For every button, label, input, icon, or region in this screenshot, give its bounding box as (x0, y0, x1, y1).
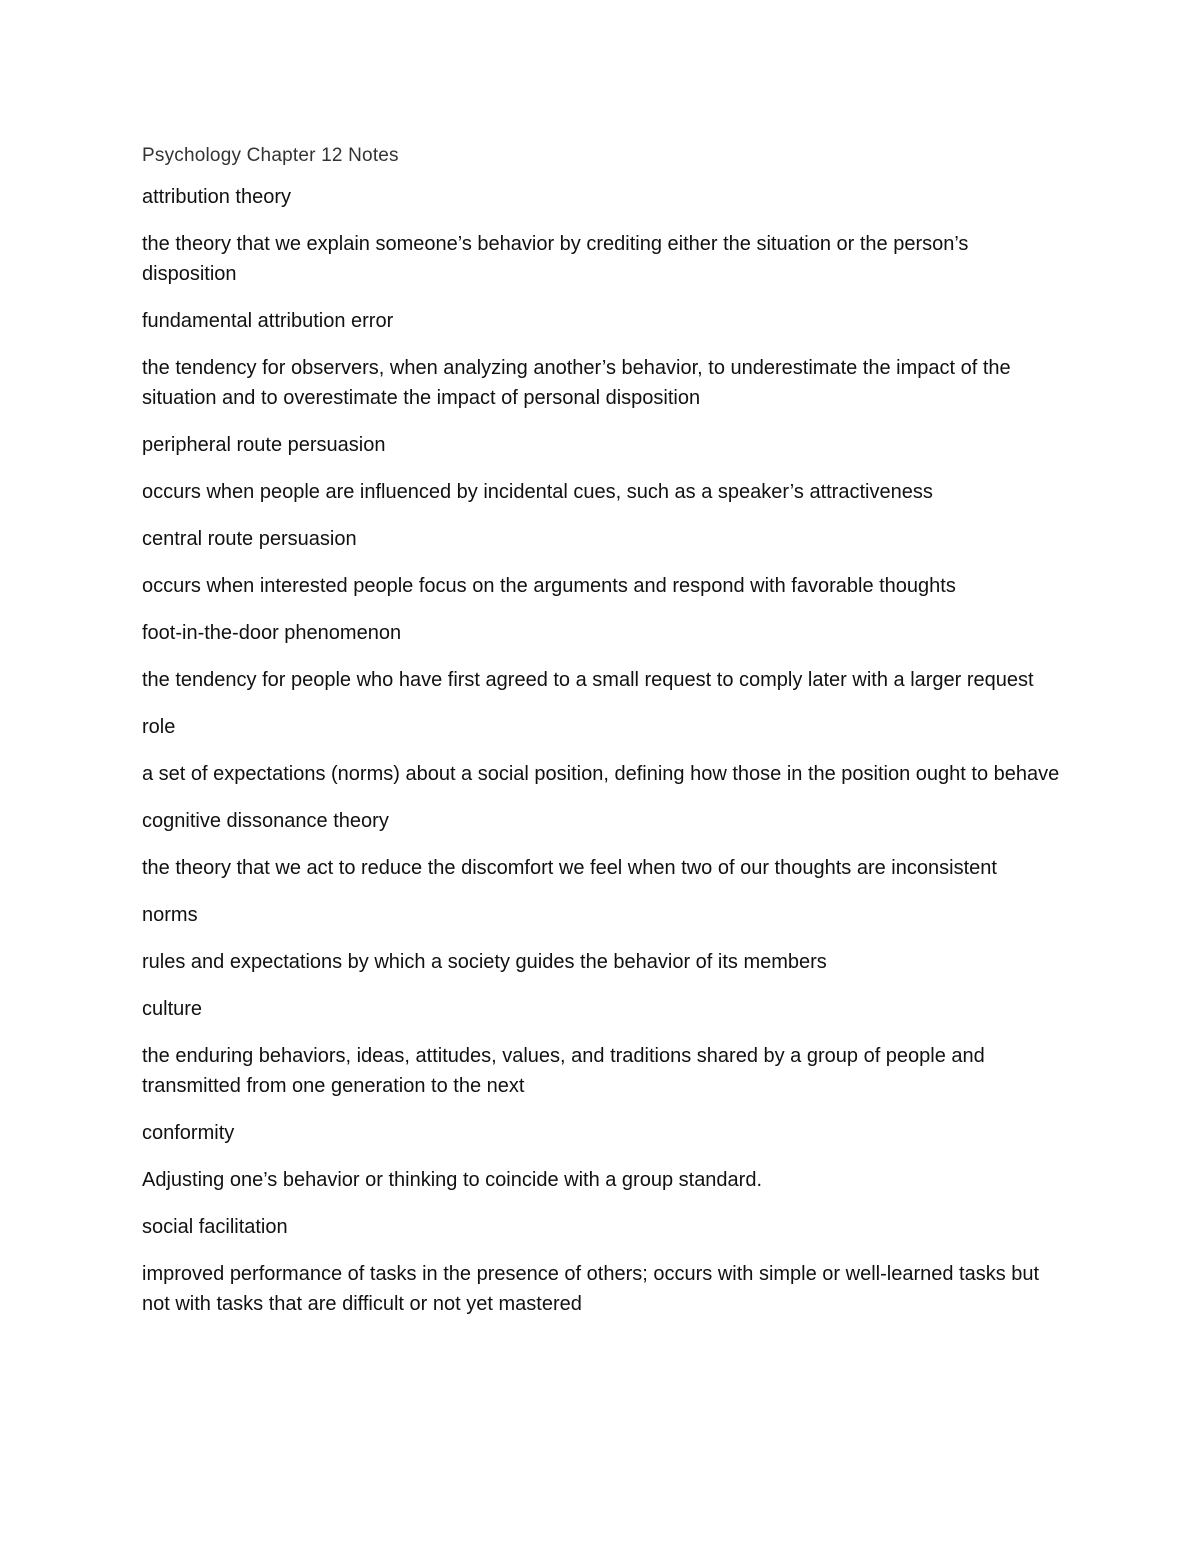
definition: rules and expectations by which a society guides the behavior of its members (142, 951, 827, 973)
notes-list (142, 182, 1062, 1319)
term: cognitive dissonance theory (142, 810, 389, 832)
term: conformity (142, 1122, 235, 1144)
term: role (142, 716, 176, 738)
term: fundamental attribution error (142, 310, 394, 332)
definition: the theory that we act to reduce the discomfort we feel when two of our thoughts are inconsistent (142, 857, 997, 879)
term: attribution theory (142, 186, 291, 208)
definition: the theory that we explain someone’s behavior by crediting either the situation or the person’s disposition (142, 233, 969, 285)
definition: the enduring behaviors, ideas, attitudes, values, and traditions shared by a group of people and transmitted from one generation to the next (142, 1045, 985, 1097)
term: central route persuasion (142, 528, 357, 550)
definition: the tendency for observers, when analyzing another’s behavior, to underestimate the impact of the situation and to overestimate the impact of personal disposition (142, 357, 1011, 409)
definition: a set of expectations (norms) about a social position, defining how those in the position ought to behave (142, 763, 1060, 785)
page-title: Psychology Chapter 12 Notes (142, 145, 399, 166)
term: norms (142, 904, 198, 926)
definition: occurs when interested people focus on the arguments and respond with favorable thoughts (142, 575, 956, 597)
definition: occurs when people are influenced by incidental cues, such as a speaker’s attractiveness (142, 481, 933, 503)
definition: Adjusting one’s behavior or thinking to coincide with a group standard. (142, 1169, 763, 1191)
term: peripheral route persuasion (142, 434, 386, 456)
definition: the tendency for people who have first agreed to a small request to comply later with a larger request (142, 669, 1034, 691)
term: culture (142, 998, 203, 1020)
term: social facilitation (142, 1216, 288, 1238)
term: foot-in-the-door phenomenon (142, 622, 402, 644)
definition: improved performance of tasks in the presence of others; occurs with simple or well-learned tasks but not with tasks that are difficult or not yet mastered (142, 1263, 1040, 1315)
